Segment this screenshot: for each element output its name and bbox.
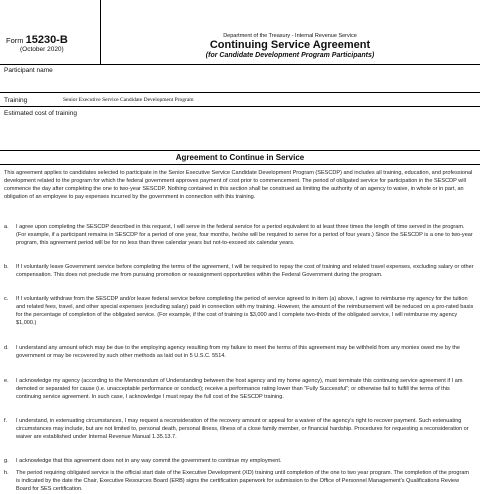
- item-letter: a.: [4, 224, 9, 230]
- item-text: I understand, in extenuating circumstances, I may request a reconsideration of the recovery amount or appeal for a waiver of the agency's right to recover payment. Such extenuating circumstances may include, but are not limited to, personal death, personal illness, illness of a close family member, or financial hardship. Procedures for requesting a reconsideration or waiver are established under Internal Revenue Manual 1.35.13.7.: [16, 418, 469, 440]
- form-id-box: [0, 0, 101, 64]
- training-divider: [0, 106, 480, 107]
- section-divider: [0, 164, 480, 165]
- item-letter: g.: [4, 458, 9, 464]
- form-number: 15230-B: [25, 34, 68, 46]
- form-subtitle: (for Candidate Development Program Participants): [205, 52, 375, 59]
- item-letter: c.: [4, 296, 9, 302]
- item-letter: f.: [4, 418, 8, 424]
- form-title: Continuing Service Agreement: [209, 39, 371, 51]
- section-title: Agreement to Continue in Service: [175, 153, 305, 162]
- item-text: The period requiring obligated service is the official start date of the Executive Development (XD) training until completion of the one to two year program. The completion of the program is indicated by the date the Chair, Executive Resources Board (ERB) signs the certification paperwork for submission to the Office of Personnel Management's Qualifications Review Board for SES certification.: [16, 470, 470, 492]
- item-letter: b.: [4, 264, 9, 270]
- intro-paragraph: This agreement applies to candidates selected to participate in the Senior Executive Service Candidate Development Program (SESCDP) and includes all training, education, and professional development related to the program for which the federal government approves payment of cost prior to commencement. The period of obligated service for participation in the SESCDP will commence the day after completing the one to two-year SESCDP. Nothing contained in this section shall be construed as limiting the authority of an agency to waive, in whole or in part, an obligation of an employee to pay expenses incurred by the government in connection with this training.: [4, 170, 473, 200]
- training-value: Senior Executive Service Candidate Development Program: [63, 97, 194, 103]
- item-text: I acknowledge that this agreement does not in any way commit the government to continue my employment.: [16, 458, 282, 464]
- estimated-cost-label: Estimated cost of training: [4, 110, 77, 117]
- estimated-cost-divider: [0, 150, 480, 151]
- item-text: I agree upon completing the SESCDP described in this request, I will serve in the federal service for a period equivalent to at least three times the length of time served in the program. (For example, if a participant remains in SESCDP for a period of one year, four months, he/she will be required to serve for a period of four years.) Since the SESCDP is a one to two-year program, this agreement period will be for no less than three calendar years but not-to-exceed six calendar years.: [16, 224, 473, 246]
- form-date: (October 2020): [20, 46, 64, 53]
- item-text: I understand any amount which may be due to the employing agency resulting from my failure to meet the terms of this agreement may be withheld from any monies owed me by the government or may be recovered by such other methods as laid out in 5 U.S.C. 5514.: [16, 345, 460, 359]
- item-letter: d.: [4, 345, 9, 351]
- item-text: If I voluntarily withdraw from the SESCDP and/or leave federal service before completing the period of service agreed to in item (a) above, I agree to reimburse my agency for the tuition and related fees, travel, and other special expenses (excluding salary) paid in connection with my training. However, the amount of the reimbursement will be reduced on a pro-rated basis for the percentage of completion of the obligated service. (For example, if the cost of training is $3,000 and I complete two-thirds of the obligated service, I will reimburse my agency $1,000.): [16, 296, 474, 326]
- item-text: I acknowledge my agency (according to the Memorandum of Understanding between the host agency and my home agency), must terminate this continuing service agreement if I am demoted or separated for cause (i.e. unacceptable performance or conduct); receive a performance rating lower than “Fully Successful”; or otherwise fail to fulfill the terms of this continuing service agreement. In such case, I acknowledge I must repay the full cost of the SESCDP training.: [16, 378, 463, 400]
- participant-name-label: Participant name: [4, 67, 53, 74]
- item-letter: h.: [4, 470, 9, 476]
- form-prefix: Form: [6, 36, 24, 45]
- training-label: Training: [4, 97, 28, 104]
- participant-name-divider: [0, 92, 480, 93]
- form-number-line: [6, 34, 68, 46]
- department-line: Department of the Treasury - Internal Revenue Service: [223, 33, 357, 39]
- form-title-block: [100, 0, 480, 64]
- item-letter: e.: [4, 378, 9, 384]
- item-text: If I voluntarily leave Government service before completing the terms of the agreement, I will be required to repay the cost of training and related travel expenses, excluding salary or other compensation. This does not preclude me from pursuing promotion or reassignment opportunities within the Federal Government during the program.: [16, 264, 474, 278]
- form-header: [0, 0, 480, 65]
